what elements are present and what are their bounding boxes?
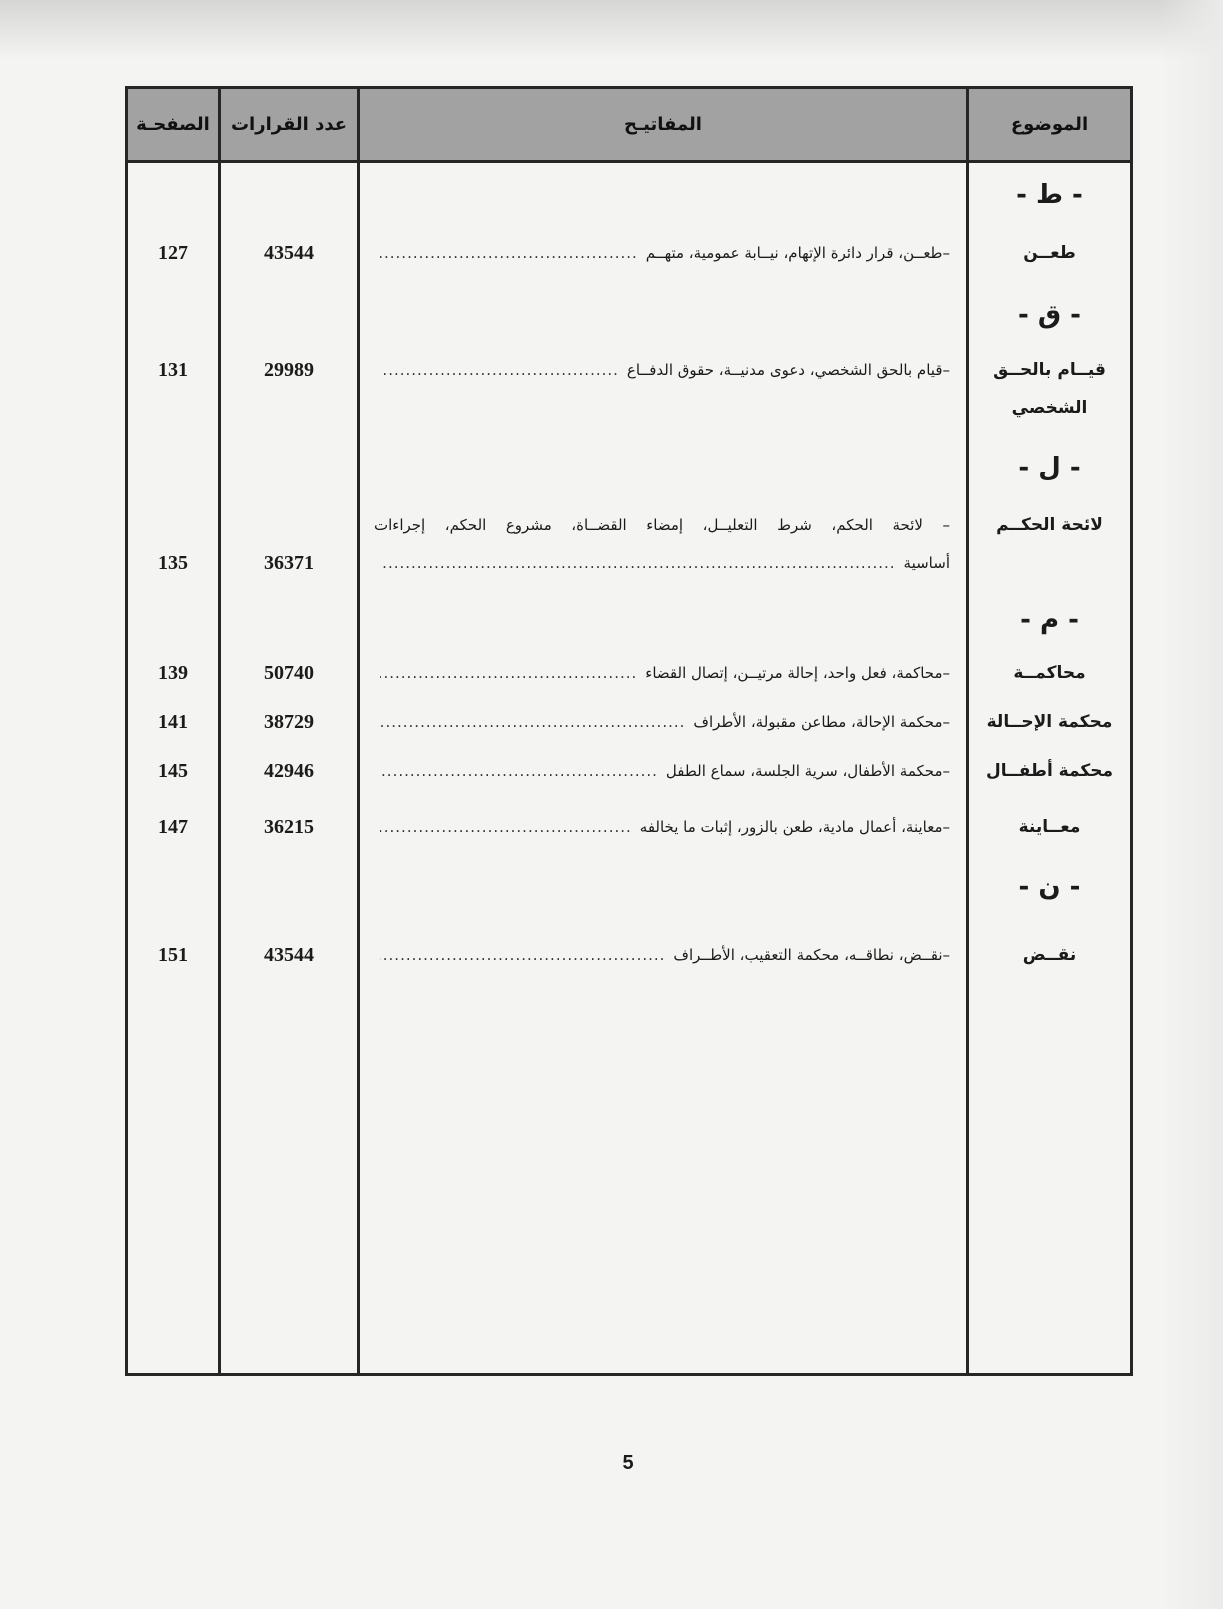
- section-heading: [128, 177, 1130, 213]
- subject-cell: محكمة أطفــال: [985, 761, 1114, 781]
- keywords-cell: [360, 352, 966, 388]
- keywords-cell: [360, 809, 966, 845]
- section-heading: [128, 297, 1130, 333]
- keywords-cell: [360, 655, 966, 691]
- decision-count: 38729: [264, 711, 314, 733]
- index-row: [128, 507, 1130, 581]
- subject-cell: لائحة الحكــم: [996, 515, 1103, 535]
- keywords-cell: [360, 937, 966, 973]
- dot-leader: [380, 545, 896, 581]
- keywords-text: –قيام بالحق الشخصي، دعوى مدنيــة، حقوق الدفــاع: [626, 361, 950, 379]
- section-heading: [128, 869, 1130, 905]
- subject-cell: محاكمــة: [1013, 663, 1086, 683]
- keywords-text: –طعــن، قرار دائرة الإتهام، نيــابة عمومية، متهــم: [645, 244, 950, 262]
- page-ref: 147: [158, 816, 188, 838]
- section-letter: - ل -: [1018, 453, 1081, 483]
- table-header: [128, 89, 1130, 163]
- keywords-text: –نقــض، نطاقــه، محكمة التعقيب، الأطــراف: [673, 946, 950, 964]
- index-row: [128, 352, 1130, 426]
- keywords-text: – لائحة الحكم، شرط التعليــل، إمضاء القضــاة، مشروع الحكم، إجراءات: [374, 516, 950, 534]
- section-letter: - ط -: [1016, 180, 1083, 210]
- keywords-text: –معاينة، أعمال مادية، طعن بالزور، إثبات ما يخالفه: [639, 818, 950, 836]
- page-ref: 151: [158, 944, 188, 966]
- subject-cell: قيــام بالحــق: [993, 360, 1106, 380]
- index-row: [128, 235, 1130, 271]
- index-row: [128, 704, 1130, 740]
- header-decision-count: عدد القرارات: [230, 114, 348, 135]
- decision-count: 43544: [264, 242, 314, 264]
- decision-count: 50740: [264, 662, 314, 684]
- header-keywords: المفاتيـح: [624, 114, 702, 135]
- index-row: [128, 809, 1130, 845]
- page-number: 5: [622, 1452, 634, 1474]
- index-table-inner: [128, 89, 1130, 1373]
- section-letter: - ن -: [1018, 872, 1081, 902]
- keywords-text-continued: أساسية: [903, 554, 950, 572]
- section-letter: - ق -: [1018, 300, 1081, 330]
- index-row: [128, 937, 1130, 973]
- keywords-cell: [360, 235, 966, 271]
- page-ref: 135: [158, 552, 188, 574]
- decision-count: 36215: [264, 816, 314, 838]
- subject-cell: محكمة الإحــالة: [986, 712, 1113, 732]
- page-ref: 145: [158, 760, 188, 782]
- subject-cell: طعــن: [1023, 243, 1076, 263]
- scan-shadow-right: [1160, 0, 1223, 1609]
- keywords-text: –محكمة الإحالة، مطاعن مقبولة، الأطراف: [693, 713, 950, 731]
- scan-shadow-top: [0, 0, 1223, 60]
- page-ref: 131: [158, 359, 188, 381]
- page-ref: 127: [158, 242, 188, 264]
- page-ref: 139: [158, 662, 188, 684]
- decision-count: 42946: [264, 760, 314, 782]
- index-table: [125, 86, 1133, 1376]
- decision-count: 29989: [264, 359, 314, 381]
- header-page: الصفحـة: [136, 114, 210, 135]
- dot-leader: [380, 753, 658, 789]
- header-subject: الموضوع: [1010, 114, 1089, 135]
- section-heading: [128, 602, 1130, 638]
- keywords-cell: [360, 753, 966, 789]
- dot-leader: [380, 235, 638, 271]
- page-ref: 141: [158, 711, 188, 733]
- keywords-cell: [360, 545, 966, 581]
- subject-cell-continued: الشخصي: [1011, 398, 1088, 418]
- subject-cell: معــاينة: [1018, 817, 1081, 837]
- decision-count: 36371: [264, 552, 314, 574]
- decision-count: 43544: [264, 944, 314, 966]
- keywords-cell: [360, 704, 966, 740]
- index-row: [128, 753, 1130, 789]
- dot-leader: [380, 809, 632, 845]
- dot-leader: [380, 352, 619, 388]
- keywords-text: –محكمة الأطفال، سرية الجلسة، سماع الطفل: [665, 762, 950, 780]
- section-heading: [128, 450, 1130, 486]
- keywords-text: –محاكمة، فعل واحد، إحالة مرتيــن، إتصال القضاء: [645, 664, 950, 682]
- subject-cell: نقــض: [1022, 945, 1077, 965]
- dot-leader: [380, 704, 685, 740]
- dot-leader: [380, 655, 637, 691]
- index-row: [128, 655, 1130, 691]
- section-letter: - م -: [1020, 605, 1079, 635]
- dot-leader: [380, 937, 665, 973]
